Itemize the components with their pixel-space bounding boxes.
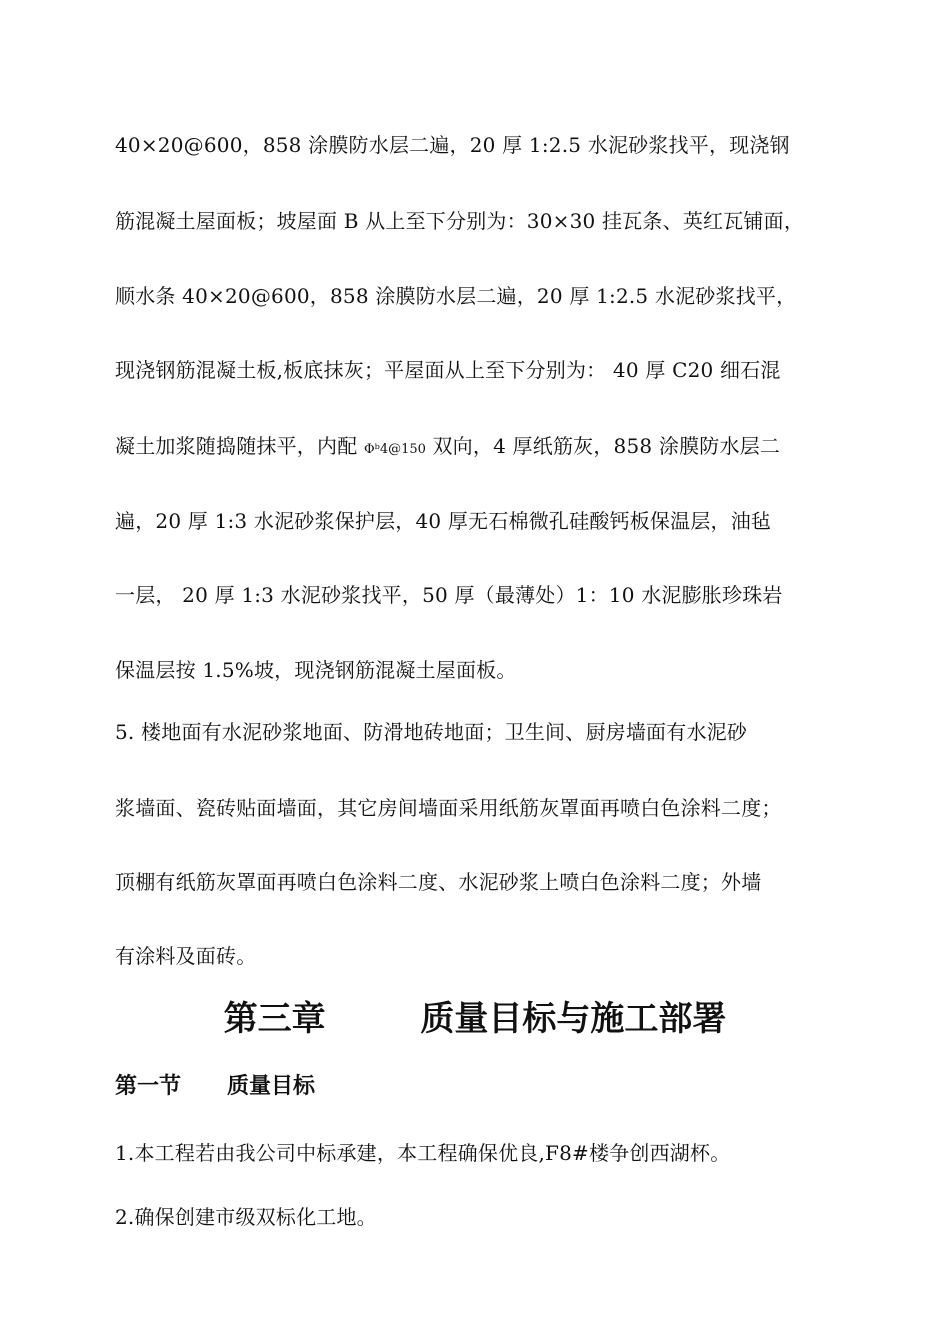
roof-paragraph-line-3: 顺水条 40×20@600，858 涂膜防水层二遍，20 厚 1:2.5 水泥砂浆找平， bbox=[115, 284, 797, 308]
goal-item-1: 1.本工程若由我公司中标承建，本工程确保优良,F8#楼争创西湖杯。 bbox=[115, 1141, 731, 1165]
roof-paragraph-line-1: 40×20@600，858 涂膜防水层二遍，20 厚 1:2.5 水泥砂浆找平，现浇钢 bbox=[115, 133, 790, 157]
roof-paragraph-line-8: 保温层按 1.5%坡，现浇钢筋混凝土屋面板。 bbox=[115, 658, 517, 682]
roof-paragraph-line-4: 现浇钢筋混凝土板,板底抹灰；平屋面从上至下分别为： 40 厚 C20 细石混 bbox=[115, 358, 781, 382]
roof-paragraph-line-7: 一层， 20 厚 1:3 水泥砂浆找平，50 厚（最薄处）1：10 水泥膨胀珍珠岩 bbox=[115, 583, 783, 607]
roof-paragraph-line-5 bbox=[115, 432, 845, 464]
goal-item-2: 2.确保创建市级双标化工地。 bbox=[115, 1205, 377, 1229]
roof-line-5-text-b: 双向，4 厚纸筋灰，858 涂膜防水层二 bbox=[425, 434, 781, 458]
section-title: 第一节 质量目标 bbox=[115, 1074, 315, 1099]
floor-paragraph-line-2: 浆墙面、瓷砖贴面墙面，其它房间墙面采用纸筋灰罩面再喷白色涂料二度； bbox=[115, 796, 782, 820]
floor-paragraph-line-3: 顶棚有纸筋灰罩面再喷白色涂料二度、水泥砂浆上喷白色涂料二度；外墙 bbox=[115, 870, 762, 894]
floor-paragraph-line-4: 有涂料及面砖。 bbox=[115, 944, 257, 968]
roof-line-5-text-a: 凝土加浆随捣随抹平，内配 bbox=[115, 434, 364, 458]
chapter-title: 第三章 质量目标与施工部署 bbox=[223, 999, 727, 1039]
rebar-spec-symbol: Φᵇ4@150 bbox=[363, 442, 426, 457]
roof-paragraph-line-2: 筋混凝土屋面板；坡屋面 B 从上至下分别为：30×30 挂瓦条、英红瓦铺面， bbox=[115, 209, 805, 233]
roof-paragraph-line-6: 遍，20 厚 1:3 水泥砂浆保护层，40 厚无石棉微孔硅酸钙板保温层，油毡 bbox=[115, 509, 772, 533]
floor-paragraph-line-1: 5. 楼地面有水泥砂浆地面、防滑地砖地面；卫生间、厨房墙面有水泥砂 bbox=[115, 720, 748, 744]
